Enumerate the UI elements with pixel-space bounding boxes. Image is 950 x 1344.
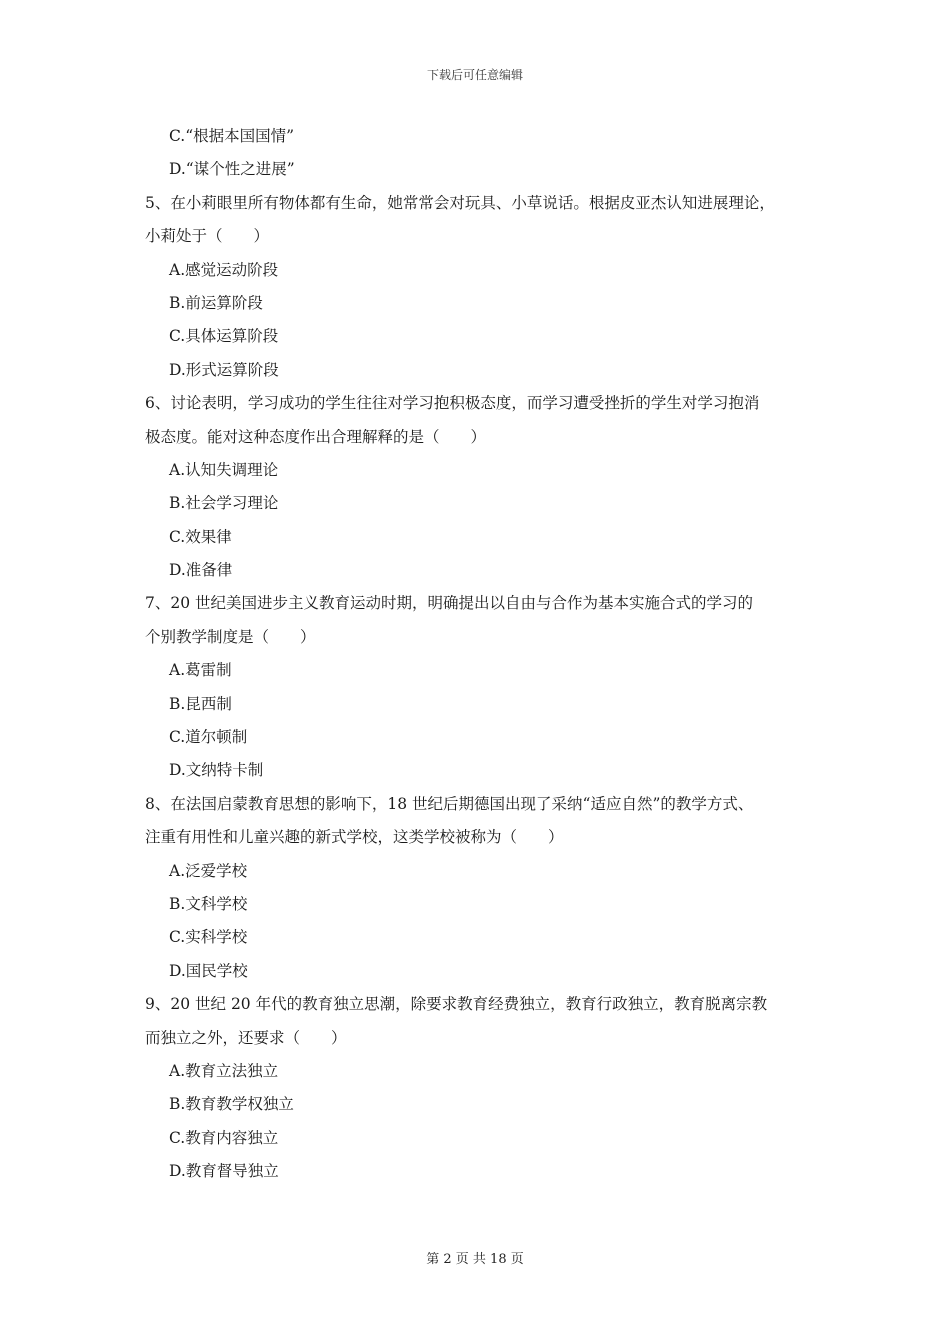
option-a: A.教育立法独立 xyxy=(169,1061,279,1080)
question-stem: 8、在法国启蒙教育思想的影响下，18 世纪后期德国出现了采纳“适应自然”的教学方式、 xyxy=(145,794,754,813)
page-number: 第 2 页 共 18 页 xyxy=(426,1252,524,1267)
question-7 xyxy=(145,587,825,787)
option-a: A.泛爱学校 xyxy=(169,861,248,880)
question-stem-continued: 注重有用性和儿童兴趣的新式学校，这类学校被称为（ ） xyxy=(145,828,564,847)
question-stem-continued: 小莉处于（ ） xyxy=(145,227,270,246)
question-stem: 5、在小莉眼里所有物体都有生命，她常常会对玩具、小草说话。根据皮亚杰认知进展理论， xyxy=(145,193,775,212)
question-stem: 9、20 世纪 20 年代的教育独立思潮，除要求教育经费独立，教育行政独立，教育脱离宗教 xyxy=(145,995,768,1014)
option-a: A.葛雷制 xyxy=(169,661,232,680)
option-a: A.认知失调理论 xyxy=(169,460,279,479)
option-b: B.昆西制 xyxy=(169,694,232,713)
option-d: D.“谋个性之进展” xyxy=(169,160,295,179)
question-stem-continued: 个别教学制度是（ ） xyxy=(145,627,316,646)
option-c: C.“根据本国国情” xyxy=(169,127,295,145)
option-d: D.形式运算阶段 xyxy=(169,360,279,379)
option-b: B.前运算阶段 xyxy=(169,293,263,312)
document-body xyxy=(145,120,825,1189)
option-d: D.文纳特卡制 xyxy=(169,761,264,780)
question-5 xyxy=(145,187,825,387)
option-b: B.教育教学权独立 xyxy=(169,1095,294,1114)
question-8 xyxy=(145,788,825,988)
option-d: D.准备律 xyxy=(169,561,233,580)
option-d: D.国民学校 xyxy=(169,961,248,980)
question-stem: 6、讨论表明，学习成功的学生往往对学习抱积极态度，而学习遭受挫折的学生对学习抱消 xyxy=(145,394,760,413)
option-c: C.道尔顿制 xyxy=(169,728,248,747)
option-c: C.效果律 xyxy=(169,527,232,546)
option-c: C.实科学校 xyxy=(169,928,248,947)
question-9 xyxy=(145,988,825,1188)
option-a: A.感觉运动阶段 xyxy=(169,260,279,279)
question-6 xyxy=(145,387,825,587)
option-b: B.社会学习理论 xyxy=(169,494,279,513)
page-header: 下载后可任意编辑 xyxy=(426,68,523,82)
option-c: C.具体运算阶段 xyxy=(169,327,279,346)
question-stem-continued: 而独立之外，还要求（ ） xyxy=(145,1028,347,1047)
option-d: D.教育督导独立 xyxy=(169,1162,279,1181)
option-c: C.教育内容独立 xyxy=(169,1128,279,1147)
question-stem-continued: 极态度。能对这种态度作出合理解释的是（ ） xyxy=(145,427,487,446)
question-stem: 7、20 世纪美国进步主义教育运动时期，明确提出以自由与合作为基本实施合式的学习的 xyxy=(145,594,754,613)
option-b: B.文科学校 xyxy=(169,894,248,913)
